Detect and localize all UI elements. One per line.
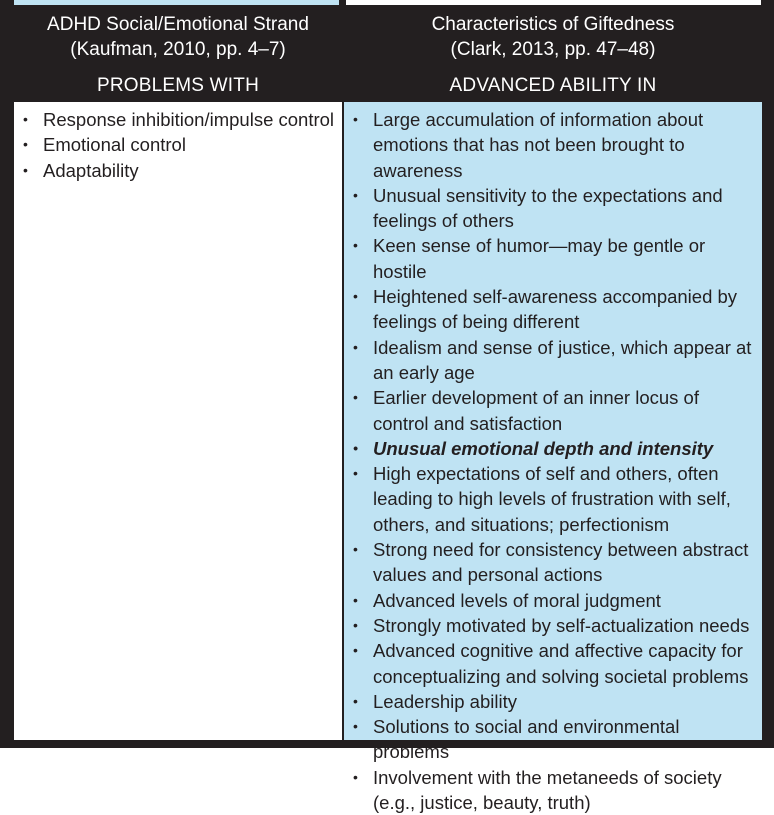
list-item: • Large accumulation of information about emotions that has not been brought to awareness bbox=[373, 107, 756, 183]
list-item: • Strong need for consistency between abstract values and personal actions bbox=[373, 537, 756, 588]
list-item: • Adaptability bbox=[43, 158, 336, 183]
list-item: • Emotional control bbox=[43, 132, 336, 157]
list-item: • Advanced cognitive and affective capacity for conceptualizing and solving societal problems bbox=[373, 638, 756, 689]
header-left-title: ADHD Social/Emotional Strand bbox=[47, 14, 309, 35]
header-right-column bbox=[344, 5, 762, 98]
table-body bbox=[0, 102, 774, 814]
list-item: • Response inhibition/impulse control bbox=[43, 107, 336, 132]
list-item: • Idealism and sense of justice, which appear at an early age bbox=[373, 335, 756, 386]
header-right-title: Characteristics of Giftedness bbox=[431, 14, 675, 35]
header-left-citation: (Kaufman, 2010, pp. 4–7) bbox=[70, 39, 286, 60]
list-item: • Advanced levels of moral judgment bbox=[373, 588, 756, 613]
header-left-column bbox=[14, 5, 342, 98]
giftedness-characteristics-list bbox=[344, 102, 762, 815]
list-item: • Earlier development of an inner locus of control and satisfaction bbox=[373, 385, 756, 436]
list-item: • Solutions to social and environmental problems bbox=[373, 714, 756, 765]
list-item: • Strongly motivated by self-actualization needs bbox=[373, 613, 756, 638]
adhd-problems-list bbox=[14, 102, 342, 183]
list-item: • Heightened self-awareness accompanied by feelings of being different bbox=[373, 284, 756, 335]
header-left-subheading: PROBLEMS WITH bbox=[96, 75, 259, 96]
header-right-citation: (Clark, 2013, pp. 47–48) bbox=[450, 39, 656, 60]
list-item: • Unusual sensitivity to the expectations and feelings of others bbox=[373, 183, 756, 234]
list-item: • High expectations of self and others, often leading to high levels of frustration with self, others, and situations; perfectionism bbox=[373, 461, 756, 537]
list-item: • Leadership ability bbox=[373, 689, 756, 714]
header-right-subheading: ADVANCED ABILITY IN bbox=[449, 75, 657, 96]
list-item: • Keen sense of humor—may be gentle or hostile bbox=[373, 233, 756, 284]
list-item: • Involvement with the metaneeds of society (e.g., justice, beauty, truth) bbox=[373, 765, 756, 815]
right-column-cell bbox=[344, 102, 762, 814]
left-column-cell bbox=[14, 102, 342, 740]
table-header bbox=[0, 5, 774, 102]
list-item-emphasized: • Unusual emotional depth and intensity bbox=[373, 436, 756, 461]
